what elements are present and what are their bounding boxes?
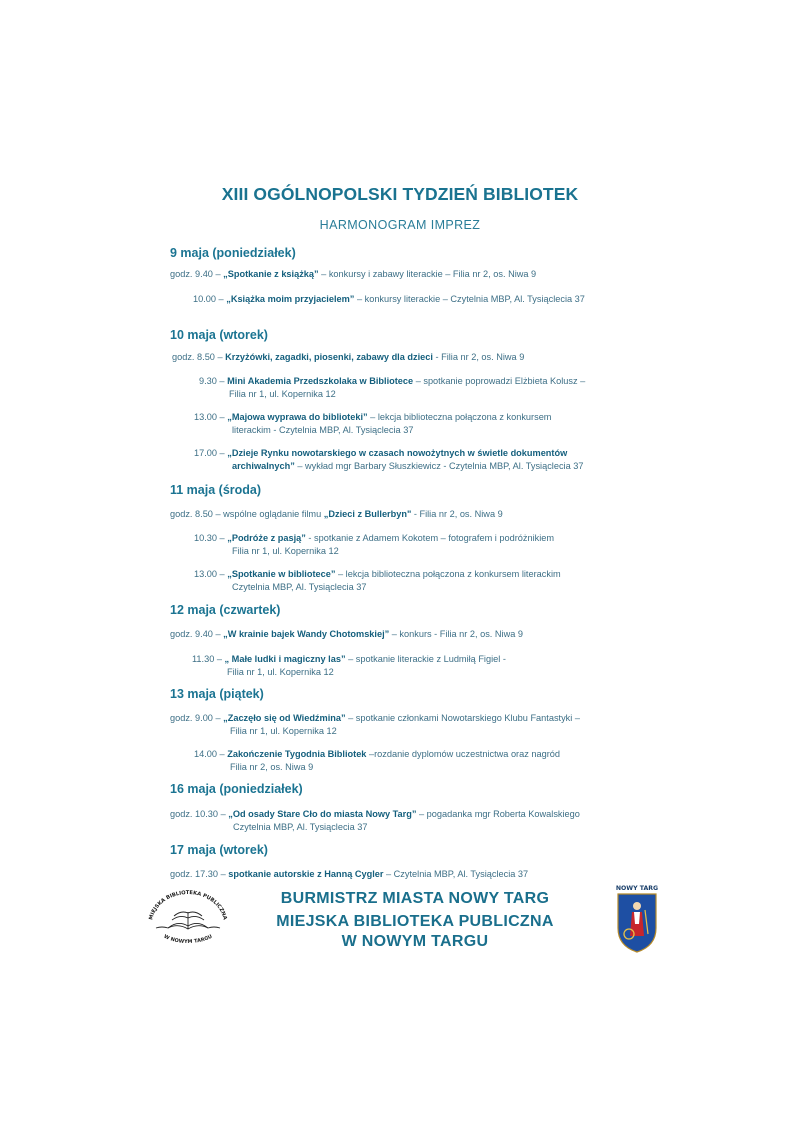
- event-time: 9.30 –: [199, 376, 228, 386]
- event-desc: - Filia nr 2, os. Niwa 9: [432, 352, 525, 362]
- town-crest-caption: NOWY TARG: [615, 885, 659, 892]
- event-name: „ Małe ludki i magiczny las”: [224, 654, 346, 664]
- event-desc: – konkursy i zabawy literackie – Filia nr 2, os. Niwa 9: [318, 269, 537, 279]
- event-location: – wykład mgr Barbary Słuszkiewicz - Czytelnia MBP, Al. Tysiąclecia 37: [294, 461, 584, 471]
- event-item: [170, 508, 503, 521]
- event-desc: – spotkanie poprowadzi Elżbieta Kolusz –: [413, 376, 586, 386]
- event-item: [194, 411, 551, 437]
- event-name: Zakończenie Tygodnia Bibliotek: [227, 749, 367, 759]
- event-desc-pre: wspólne oglądanie filmu: [223, 509, 324, 519]
- svg-text:W NOWYM TARGU: [163, 934, 214, 945]
- event-name: „W krainie bajek Wandy Chotomskiej”: [223, 629, 390, 639]
- page-title: XIII OGÓLNOPOLSKI TYDZIEŃ BIBLIOTEK: [221, 184, 579, 204]
- event-name: „Książka moim przyjacielem”: [226, 294, 355, 304]
- event-item: [194, 532, 554, 558]
- event-item: [170, 268, 536, 281]
- event-name: Mini Akademia Przedszkolaka w Bibliotece: [227, 376, 414, 386]
- library-logo: [138, 888, 238, 950]
- event-name: „Spotkanie w bibliotece”: [227, 569, 336, 579]
- event-location: literackim - Czytelnia MBP, Al. Tysiąclecia 37: [232, 425, 414, 435]
- event-name: „Dzieci z Bullerbyn": [323, 509, 412, 519]
- event-item: [170, 712, 580, 738]
- event-desc: - Filia nr 2, os. Niwa 9: [411, 509, 503, 519]
- event-location: Czytelnia MBP, Al. Tysiąclecia 37: [233, 822, 368, 832]
- event-time: godz. 9.40 –: [170, 269, 224, 279]
- event-location: Filia nr 1, ul. Kopernika 12: [232, 546, 339, 556]
- event-location: Czytelnia MBP, Al. Tysiąclecia 37: [232, 582, 367, 592]
- day-heading: 9 maja (poniedziałek): [170, 246, 296, 260]
- event-desc: – spotkanie literackie z Ludmiłą Figiel -: [345, 654, 506, 664]
- event-item: [193, 293, 585, 306]
- event-name: spotkanie autorskie z Hanną Cygler: [228, 869, 384, 879]
- event-name: „Od osady Stare Cło do miasta Nowy Targ”: [228, 809, 417, 819]
- event-desc: – lekcja biblioteczna połączona z konkursem: [367, 412, 552, 422]
- event-item: [194, 568, 561, 594]
- event-time: 10.00 –: [193, 294, 227, 304]
- day-heading: 16 maja (poniedziałek): [170, 782, 303, 796]
- event-time: godz. 17.30 –: [170, 869, 229, 879]
- event-name: Krzyżówki, zagadki, piosenki, zabawy dla dzieci: [225, 352, 433, 362]
- footer-library: MIEJSKA BIBLIOTEKA PUBLICZNA: [276, 913, 554, 930]
- page-subtitle: HARMONOGRAM IMPREZ: [319, 218, 481, 232]
- figure-head-icon: [633, 902, 641, 910]
- event-desc: – Czytelnia MBP, Al. Tysiąclecia 37: [383, 869, 529, 879]
- library-logo-top-text: MIEJSKA BIBLIOTEKA PUBLICZNA: [148, 889, 228, 921]
- day-heading: 12 maja (czwartek): [170, 603, 281, 617]
- event-name: „Dzieje Rynku nowotarskiego w czasach nowożytnych w świetle dokumentów: [227, 448, 568, 458]
- event-time: 10.30 –: [194, 533, 228, 543]
- open-book-icon: [156, 912, 220, 929]
- event-item: [194, 447, 583, 473]
- event-desc: - spotkanie z Adamem Kokotem – fotografem i podróżnikiem: [305, 533, 555, 543]
- event-item: [170, 628, 523, 641]
- event-desc: –rozdanie dyplomów uczestnictwa oraz nagród: [366, 749, 560, 759]
- event-time: godz. 10.30 –: [170, 809, 229, 819]
- event-location: Filia nr 1, ul. Kopernika 12: [230, 726, 337, 736]
- event-name: „Spotkanie z książką”: [223, 269, 319, 279]
- footer-mayor: BURMISTRZ MIASTA NOWY TARG: [280, 890, 550, 907]
- library-logo-bottom-text: W NOWYM TARGU: [162, 933, 214, 946]
- event-name: „Zaczęło się od Wiedźmina”: [223, 713, 346, 723]
- event-name: „Majowa wyprawa do biblioteki”: [227, 412, 368, 422]
- event-desc: – lekcja biblioteczna połączona z konkursem literackim: [335, 569, 561, 579]
- footer-library-city: W NOWYM TARGU: [341, 933, 489, 950]
- event-desc: – konkursy literackie – Czytelnia MBP, Al. Tysiąclecia 37: [354, 294, 585, 304]
- event-desc: – spotkanie członkami Nowotarskiego Klubu Fantastyki –: [345, 713, 580, 723]
- event-location: Filia nr 2, os. Niwa 9: [230, 762, 314, 772]
- event-location: Filia nr 1, ul. Kopernika 12: [227, 667, 334, 677]
- event-time: godz. 9.00 –: [170, 713, 224, 723]
- event-location: Filia nr 1, ul. Kopernika 12: [229, 389, 336, 399]
- event-time: godz. 8.50 –: [170, 509, 224, 519]
- day-heading: 11 maja (środa): [170, 483, 262, 497]
- event-desc: – konkurs - Filia nr 2, os. Niwa 9: [389, 629, 523, 639]
- event-item: [172, 351, 524, 364]
- day-heading: 13 maja (piątek): [170, 687, 264, 701]
- event-name-cont: archiwalnych”: [232, 461, 295, 471]
- event-time: 13.00 –: [194, 569, 228, 579]
- event-time: 13.00 –: [194, 412, 228, 422]
- event-time: 11.30 –: [192, 654, 225, 664]
- event-item: [199, 375, 585, 401]
- event-item: [192, 653, 506, 679]
- event-time: 17.00 –: [194, 448, 228, 458]
- event-name: „Podróże z pasją”: [227, 533, 306, 543]
- event-item: [170, 868, 528, 881]
- event-time: godz. 8.50 –: [172, 352, 226, 362]
- day-heading: 10 maja (wtorek): [170, 328, 268, 342]
- event-desc: – pogadanka mgr Roberta Kowalskiego: [416, 809, 580, 819]
- event-time: 14.00 –: [194, 749, 228, 759]
- town-crest: [612, 882, 662, 956]
- event-item: [194, 748, 560, 774]
- event-item: [170, 808, 580, 834]
- event-time: godz. 9.40 –: [170, 629, 224, 639]
- day-heading: 17 maja (wtorek): [170, 843, 268, 857]
